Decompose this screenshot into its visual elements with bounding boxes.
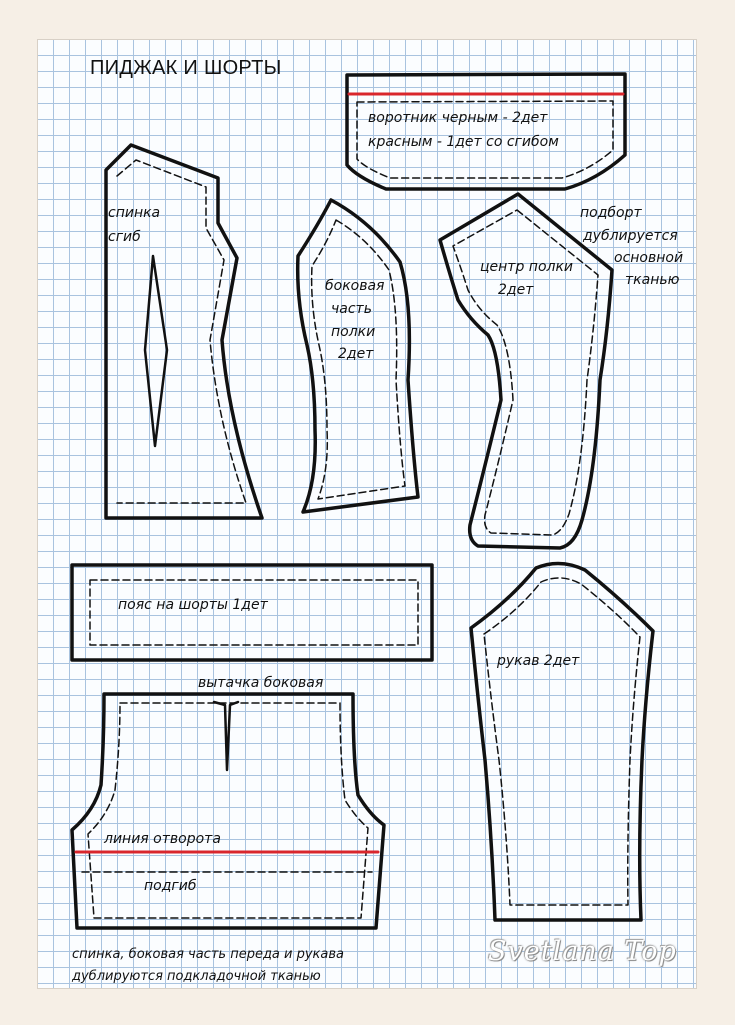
facing-note-line2: дублируется: [583, 228, 678, 244]
facing-note-line1: подборт: [580, 205, 642, 221]
back-dart: [145, 256, 167, 446]
sleeve-label: рукав 2дет: [497, 653, 580, 669]
footer-note: [72, 944, 344, 988]
facing-note-line4: тканью: [625, 272, 680, 288]
shorts-hem-label: подгиб: [144, 878, 197, 894]
shorts-cuff-line-label: линия отворота: [104, 831, 221, 847]
sleeve-seam-allowance: [484, 578, 640, 905]
front-side-label-line1: боковая: [325, 278, 385, 294]
front-center-outline: [440, 194, 612, 548]
footer-note-line2: дублируются подкладочной тканью: [72, 969, 321, 984]
back-label-line2: сгиб: [108, 229, 141, 245]
shorts-dart-label: вытачка боковая: [198, 675, 324, 691]
facing-note-line3: основной: [614, 250, 684, 266]
front-side-label-line2: часть: [331, 301, 372, 317]
page-title: ПИДЖАК И ШОРТЫ: [90, 57, 282, 79]
waistband-label: пояс на шорты 1дет: [118, 597, 268, 613]
back-label-line1: спинка: [108, 205, 161, 221]
front-side-label-line4: 2дет: [338, 346, 374, 362]
back-piece: [106, 145, 262, 518]
collar-label-line1: воротник черным - 2дет: [368, 110, 548, 126]
collar-label-line2: красным - 1дет со сгибом: [368, 134, 559, 150]
back-outline: [106, 145, 262, 518]
shorts-piece: [72, 694, 384, 928]
front-center-label-line2: 2дет: [498, 282, 534, 298]
signature-watermark: Svetlana Top: [488, 936, 677, 967]
sleeve-outline: [471, 563, 653, 920]
front-side-label-line3: полки: [331, 324, 376, 340]
front-center-label-line1: центр полки: [480, 259, 574, 275]
footer-note-line1: спинка, боковая часть переда и рукава: [72, 947, 345, 962]
shorts-side-dart: [214, 702, 238, 770]
sleeve-piece: [471, 563, 653, 920]
front-center-piece: [440, 194, 612, 548]
